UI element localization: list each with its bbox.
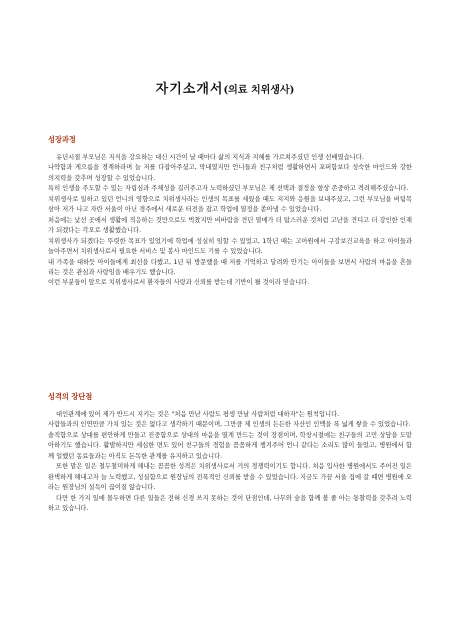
paragraph: 대인관계에 있어 제가 반드시 지키는 것은 "처음 만난 사람도 평생 만날 사람처럼 대하자"는 원칙입니다. <box>56 411 340 418</box>
paragraph: 솔직함으로 상대를 편안하게 만들고 진중함으로 상대의 마음을 열게 만드는 것이 장점이며, 학창시절에는 친구들의 고민 상담을 도맡아하기도 했습니다. 활발하지만 세심한 면도 있어 친구들의 경험을 꼼꼼하게 챙겨주어 언니 같다는 소리도 많이 들었고, 병원에서 함께 일했던 동료들과는 아직도 돈독한 관계를 유지하고 있습니다. <box>48 431 412 460</box>
section-personality <box>48 392 412 515</box>
document-title <box>0 78 450 97</box>
section-growth <box>48 135 412 289</box>
section-heading-growth: 성장과정 <box>48 135 76 144</box>
paragraph: 처음에는 낯선 곳에서 생활에 적응하는 것만으로도 벅찼지만 비바람을 견딘 열매가 더 탐스러운 것처럼 고난을 견디고 더 강인한 인재가 되겠다는 각오로 생활했습니다. <box>48 216 412 235</box>
paragraph: 이런 부분들이 앞으로 치위생사로서 환자들의 사랑과 신뢰를 받는데 기반이 될 것이라 믿습니다. <box>48 279 310 287</box>
document-title-sub: (의료 치위생사) <box>223 85 295 96</box>
paragraph: 특히 인생을 주도할 수 있는 자립심과 주체성을 길러주고자 노력하셨던 부모님은 제 선택과 결정을 항상 존중하고 격려해주셨습니다. <box>48 185 409 193</box>
paragraph: 나약함과 게으름을 경계하라며 늘 저를 다잡아주셨고, 막내였지만 언니들과 친구처럼 생활하면서 포퍼함보다 성숙한 마인드와 강한 의지력을 갖추며 성장할 수 있었습니다. <box>48 164 412 182</box>
section-heading-personality: 성격의 장단점 <box>48 392 93 401</box>
section-body-growth <box>48 153 412 289</box>
paragraph: 내 가족을 대하듯 아이들에게 최선을 다했고, 1년 뒤 방문했을 때 저를 기억하고 달려와 안기는 아이들을 보면서 사람의 마음을 흔들리는 것은 관심과 사랑임을 배우기도 했습니다. <box>48 258 412 276</box>
paragraph: 치위생사로 일하고 있던 언니의 영향으로 치위생사라는 인생의 목표를 세웠을 때도 지지와 응원을 보내주셨고, 그런 부모님을 버팀목 삼아 저가 나고 자란 서울이 아닌 경주에서 새로운 터전을 잡고 학업에 열정을 쏟아낼 수 있었습니다. <box>48 195 412 214</box>
paragraph: 유년시절 부모님은 지식을 강요하는 대신 시간이 날 때마다 삶의 지식과 지혜를 가르쳐주셨던 인생 선배였습니다. <box>56 154 364 161</box>
paragraph: 사람들과의 인연만큼 가치 있는 것은 없다고 생각하기 때문이며, 그만큼 제 인생의 든든한 자산인 인맥을 폭 넓게 쌓을 수 있었습니다. <box>48 421 411 429</box>
paragraph: 치위생사가 되겠다는 뚜렷한 목표가 있었기에 학업에 성실히 임할 수 있었고, 1학년 때는 고아원에서 구강보건교육을 하고 아이들과 놀아주면서 치위생사로서 필요한 서비스 및 봉사 마인드도 기를 수 있었습니다. <box>48 237 412 256</box>
paragraph: 다만 한 가지 일에 몰두하면 다른 일들은 전혀 신경 쓰지 못하는 것이 단점인데, 나무와 숲을 함께 볼 줄 아는 통찰력을 갖추려 노력하고 있습니다. <box>48 494 412 513</box>
paragraph: 또한 맡은 일은 철두철미하게 해내는 꼼꼼한 성격은 치위생사로서 거의 경쟁력이기도 합니다. 처음 입사한 병원에서도 주어진 일은 완벽하게 해내고자 늘 노력했고, 성실함으로 원장님의 전폭적인 신뢰를 받을 수 있었습니다. 지금도 가끔 서울 집에 갈 때면 병원에 오라는 원장님의 설득이 끊이질 않습니다. <box>48 463 412 492</box>
section-body-personality <box>48 410 412 515</box>
document-title-main: 자기소개서 <box>155 82 224 97</box>
